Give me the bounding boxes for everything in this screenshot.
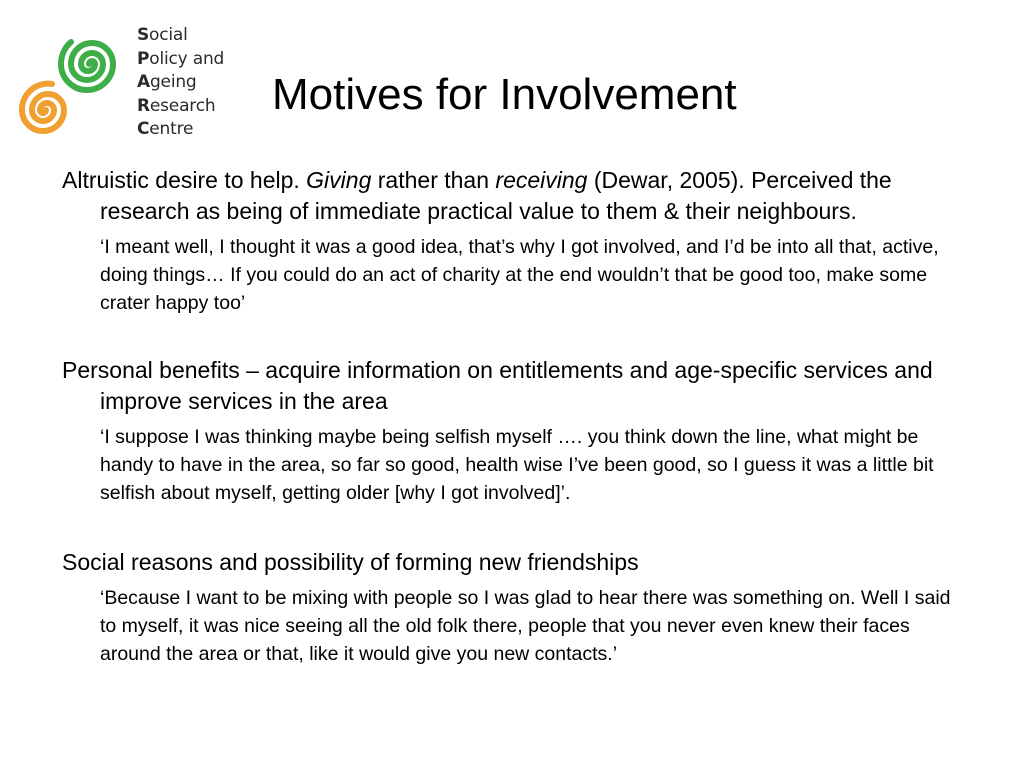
logo-line: Centre — [137, 119, 194, 139]
point-social-reasons — [62, 547, 972, 668]
point-text: Personal benefits – acquire information on entitlements and age-specific services and improve services in the area — [62, 357, 933, 414]
point-text: Altruistic desire to help. Giving rather than receiving (Dewar, 2005). Perceived the research as being of immediate practical value to them & their neighbours. — [62, 167, 892, 224]
logo-line: Social — [137, 25, 188, 45]
logo-text — [137, 24, 224, 142]
logo-line: Research — [137, 95, 216, 116]
logo — [10, 24, 240, 149]
point-quote: ‘I suppose I was thinking maybe being selfish myself …. you think down the line, what might be handy to have in the area, so far so good, health wise I’ve been good, so I guess it was a little bit selfish about myself, getting older [why I got involved]’. — [100, 426, 934, 504]
orange-spiral-icon — [22, 84, 64, 131]
slide-title: Motives for Involvement — [272, 70, 737, 119]
logo-line: Policy and — [137, 48, 225, 69]
point-personal-benefits — [62, 355, 972, 507]
point-altruistic — [62, 165, 972, 317]
point-quote: ‘I meant well, I thought it was a good idea, that’s why I got involved, and I’d be into all that, active, doing things… If you could do an act of charity at the end wouldn’t that be good too, make some crater happy too’ — [100, 236, 939, 314]
point-quote: ‘Because I want to be mixing with people so I was glad to hear there was something on. Well I said to myself, it was nice seeing all the old folk there, people that you never even knew their faces around the area or that, like it would give you new contacts.’ — [100, 587, 951, 665]
logo-line: Ageing — [137, 72, 197, 92]
double-spiral-logo-icon — [10, 24, 140, 144]
slide-content — [62, 165, 972, 668]
point-text: Social reasons and possibility of forming new friendships — [62, 549, 639, 575]
